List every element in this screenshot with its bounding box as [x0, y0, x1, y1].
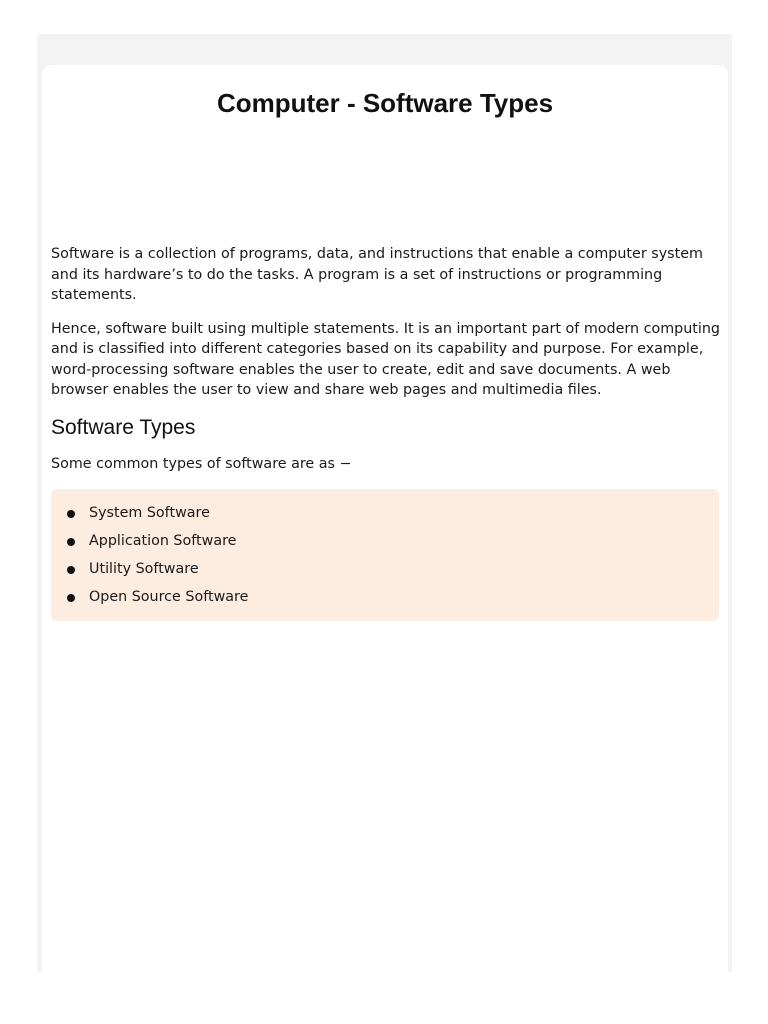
list-item-label: Application Software	[89, 532, 237, 549]
list-item	[51, 527, 719, 555]
intro-paragraph-2: Hence, software built using multiple statements. It is an important part of modern computing and is classified into different categories based on its capability and purpose. For example, word-processing software enables the user to create, edit and save documents. A web browser enables the user to view and share web pages and multimedia files.	[51, 320, 720, 398]
intro-paragraph-1: Software is a collection of programs, data, and instructions that enable a computer system and its hardware’s to do the tasks. A program is a set of instructions or programming statements.	[51, 246, 703, 303]
content-card	[42, 65, 728, 972]
software-types-list-box	[51, 489, 719, 622]
list-item-label: System Software	[89, 504, 210, 521]
section-intro: Some common types of software are as −	[51, 455, 352, 472]
list-item	[51, 555, 719, 583]
article-body	[51, 244, 721, 621]
list-item	[51, 583, 719, 611]
page-frame	[37, 34, 732, 972]
bullet-icon	[67, 566, 75, 574]
list-item	[51, 499, 719, 527]
bullet-icon	[67, 510, 75, 518]
software-types-list	[51, 499, 719, 612]
bullet-icon	[67, 538, 75, 546]
list-item-label: Utility Software	[89, 560, 199, 577]
section-heading: Software Types	[51, 415, 196, 439]
page-title: Computer - Software Types	[216, 88, 554, 118]
list-item-label: Open Source Software	[89, 589, 249, 606]
bullet-icon	[67, 594, 75, 602]
